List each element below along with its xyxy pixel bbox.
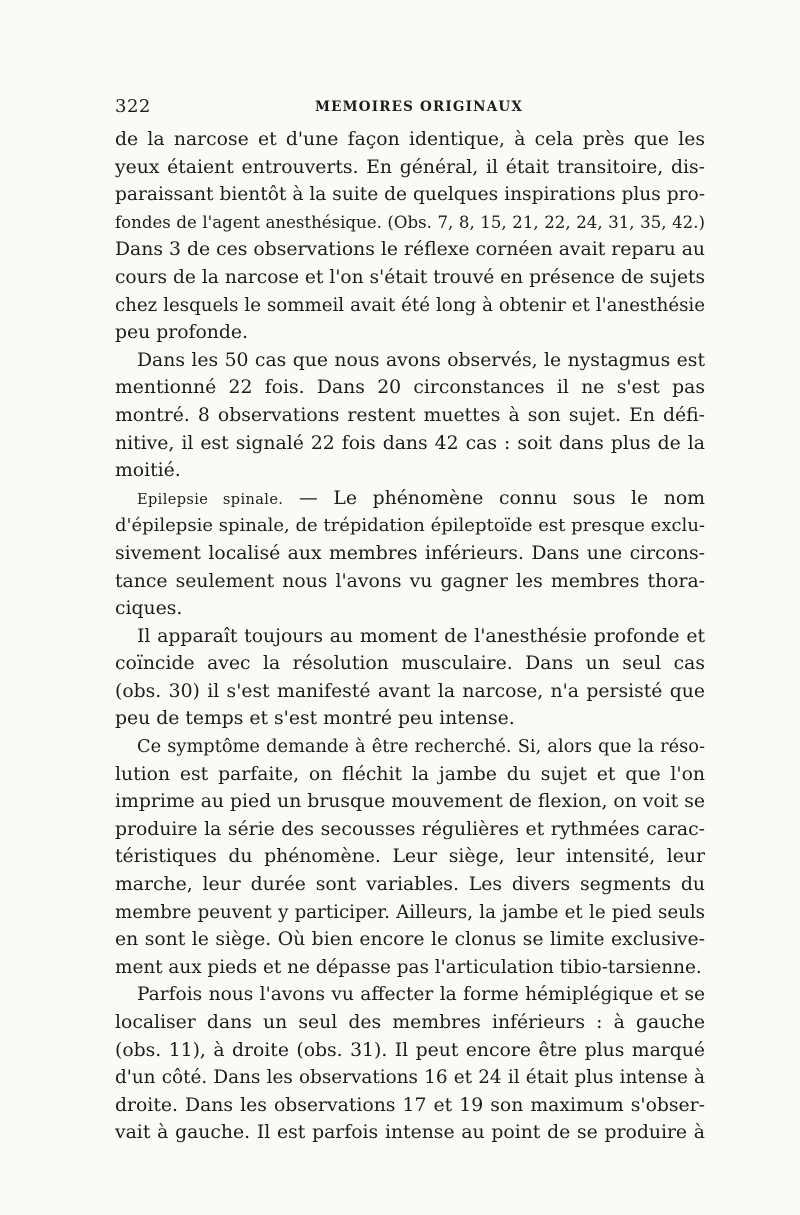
text-line: ment aux pieds et ne dépasse pas l'articulation tibio-tarsienne. [115,956,702,978]
text-line: d'un côté. Dans les observations 16 et 24 il était plus intense à [115,1067,705,1089]
body-text [115,126,705,1147]
text-line: cours de la narcose et l'on s'était trouvé en présence de sujets [115,266,705,288]
text-line: sivement localisé aux membres inférieurs. Dans une circons- [115,542,705,564]
text-line: membre peuvent y participer. Ailleurs, la jambe et le pied seuls [115,901,705,923]
text-line: nitive, il est signalé 22 fois dans 42 cas : soit dans plus de la [115,432,705,454]
text-line: ciques. [115,598,183,620]
text-line: (obs. 30) il s'est manifesté avant la narcose, n'a persisté que [115,680,705,702]
text-line: Parfois nous l'avons vu affecter la forme hémiplégique et se [137,984,705,1006]
text-line: moitié. [115,460,181,482]
text-line: en sont le siège. Où bien encore le clonus se limite exclusive- [115,929,705,951]
text-line [115,485,705,513]
text-line: droite. Dans les observations 17 et 19 son maximum s'obser- [115,1094,705,1116]
text-line: peu profonde. [115,322,248,344]
text-line: produire la série des secousses régulières et rythmées carac- [115,818,705,840]
paragraph [115,126,705,347]
text-line: lution est parfaite, on fléchit la jambe du sujet et que l'on [115,763,705,785]
text-line: imprime au pied un brusque mouvement de flexion, on voit se [115,791,705,813]
page-number: 322 [115,96,151,117]
paragraph [115,347,705,485]
text-line: chez lesquels le sommeil avait été long à obtenir et l'anesthésie [115,294,705,316]
text-line: coïncide avec la résolution musculaire. Dans un seul cas [115,653,705,675]
text-run: — Le phénomène connu sous le nom [283,487,705,509]
text-line: vait à gauche. Il est parfois intense au point de se produire à [115,1122,705,1144]
text-line: mentionné 22 fois. Dans 20 circonstances il ne s'est pas [115,377,705,399]
paragraph [115,981,705,1147]
journal-title: MEMOIRES ORIGINAUX [315,99,524,115]
text-line: fondes de l'agent anesthésique. (Obs. 7, 8, 15, 21, 22, 24, 31, 35, 42.) [115,212,705,232]
text-line: (obs. 11), à droite (obs. 31). Il peut encore être plus marqué [115,1039,705,1061]
text-line: Dans 3 de ces observations le réflexe cornéen avait reparu au [115,239,705,261]
text-line: Il apparaît toujours au moment de l'anesthésie profonde et [137,625,705,647]
text-line: tance seulement nous l'avons vu gagner les membres thora- [115,570,705,592]
text-line: marche, leur durée sont variables. Les divers segments du [115,874,705,896]
paragraph [115,733,705,981]
text-line: Ce symptôme demande à être recherché. Si, alors que la réso- [137,736,705,758]
running-head [115,96,705,120]
text-line: paraissant bientôt à la suite de quelques inspirations plus pro- [115,184,705,206]
paragraph [115,623,705,733]
text-line: Dans les 50 cas que nous avons observés, le nystagmus est [137,349,705,371]
text-line: de la narcose et d'une façon identique, à cela près que les [115,129,705,150]
text-line: yeux étaient entrouverts. En général, il était transitoire, dis- [115,156,705,178]
text-line: montré. 8 observations restent muettes à son sujet. En défi- [115,404,705,426]
paragraph [115,485,705,623]
section-heading: Epilepsie spinale. [137,491,284,508]
text-line: peu de temps et s'est montré peu intense. [115,708,515,730]
text-line: d'épilepsie spinale, de trépidation épileptoïde est presque exclu- [115,515,705,537]
text-line: localiser dans un seul des membres inférieurs : à gauche [115,1012,705,1033]
text-line: téristiques du phénomène. Leur siège, leur intensité, leur [115,846,705,868]
